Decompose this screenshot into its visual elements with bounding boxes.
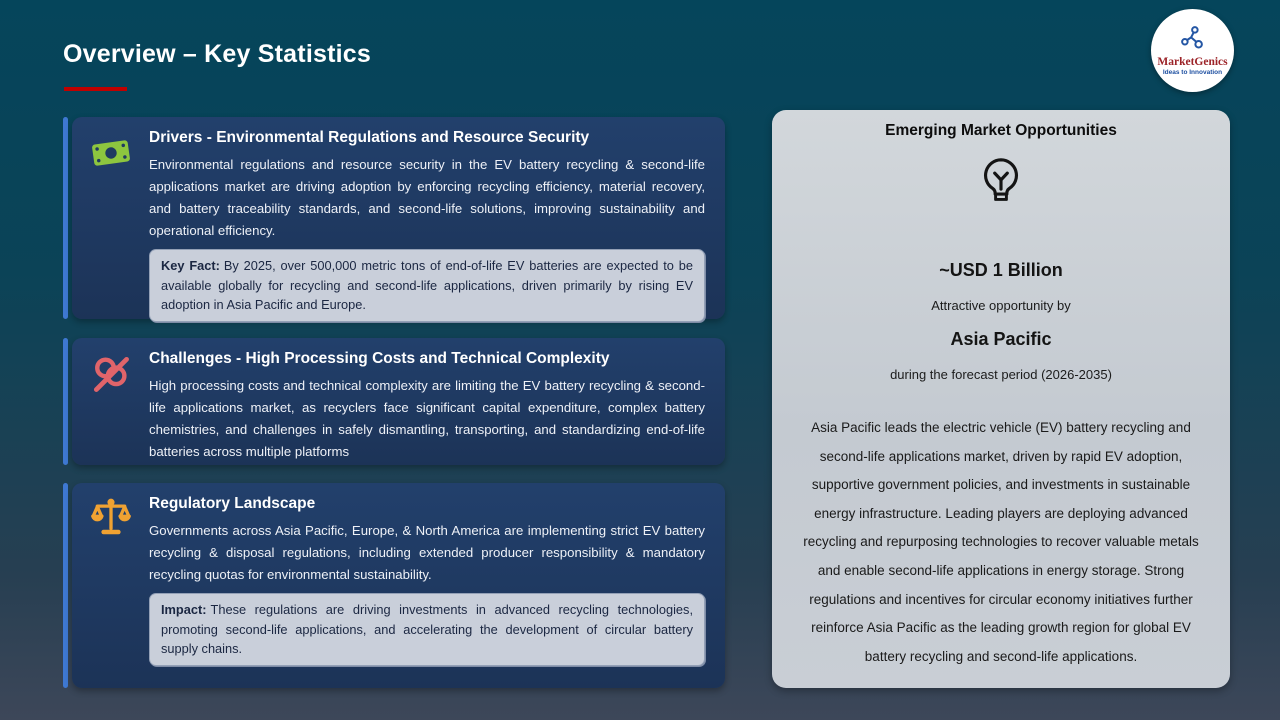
money-icon: [89, 131, 133, 175]
card-body-text: Environmental regulations and resource security in the EV battery recycling & second-life applications market are driving adoption by enforcing recycling efficiency, material recovery, and battery traceability standards, and second-life solutions, improving sustainability and operational efficiency.: [149, 157, 705, 238]
card-body-text: High processing costs and technical complexity are limiting the EV battery recycling & second-life applications market, as recyclers face significant capital expenditure, complex battery chemistries, and challenges in safely dismantling, transporting, and standardizing end-of-life batteries across multiple platforms: [149, 378, 705, 459]
opportunity-region: Asia Pacific: [950, 329, 1052, 349]
logo-brand-text: MarketGenics: [1157, 56, 1228, 68]
panel-title: Emerging Market Opportunities: [885, 122, 1117, 139]
card-body-text: Governments across Asia Pacific, Europe, & North America are implementing strict EV battery recycling & disposal regulations, including extended producer responsibility & mandatory recycling quotas for environmental sustainability.: [149, 523, 705, 582]
card-title: Drivers - Environmental Regulations and Resource Security: [149, 129, 590, 146]
scales-icon: [89, 497, 133, 541]
broken-link-icon: [89, 352, 133, 396]
card-accent-bar: [63, 338, 68, 465]
emerging-opportunities-panel: [772, 110, 1230, 688]
impact-box: [149, 593, 705, 666]
logo-tagline-text: Ideas to Innovation: [1162, 69, 1223, 76]
card-accent-bar: [63, 117, 68, 319]
title-underline: [64, 87, 127, 91]
card-regulatory: [72, 483, 725, 688]
impact-label: Impact:: [161, 602, 207, 617]
card-accent-bar: [63, 483, 68, 688]
key-fact-label: Key Fact:: [161, 258, 220, 273]
card-drivers: [72, 117, 725, 319]
opportunity-caption: Attractive opportunity by: [931, 298, 1071, 313]
impact-text: These regulations are driving investments in advanced recycling technologies, promoting second-life applications, and accelerating the development of circular battery supply chains.: [161, 602, 693, 656]
key-fact-box: [149, 249, 705, 322]
opportunity-description: Asia Pacific leads the electric vehicle (EV) battery recycling and second-life applications market, driven by rapid EV adoption, supportive government policies, and investments in sustainable energy infrastructure. Leading players are deploying advanced recycling and repurposing technologies to recover valuable metals and enable second-life applications in energy storage. Strong regulations and incentives for circular economy initiatives further reinforce Asia Pacific as the leading growth region for global EV battery recycling and second-life applications.: [803, 420, 1199, 664]
marketgenics-logo: [1151, 9, 1234, 92]
card-title: Regulatory Landscape: [149, 495, 316, 512]
card-title: Challenges - High Processing Costs and Technical Complexity: [149, 350, 610, 367]
card-challenges: [72, 338, 725, 465]
opportunity-value: ~USD 1 Billion: [939, 260, 1063, 280]
molecule-network-icon: [1178, 25, 1208, 56]
lightbulb-icon: [772, 153, 1230, 214]
page-title: Overview – Key Statistics: [63, 40, 371, 68]
key-fact-text: By 2025, over 500,000 metric tons of end-of-life EV batteries are expected to be available globally for recycling and second-life applications, driven primarily by rising EV adoption in Asia Pacific and Europe.: [161, 258, 693, 312]
forecast-period-caption: during the forecast period (2026-2035): [890, 367, 1112, 382]
